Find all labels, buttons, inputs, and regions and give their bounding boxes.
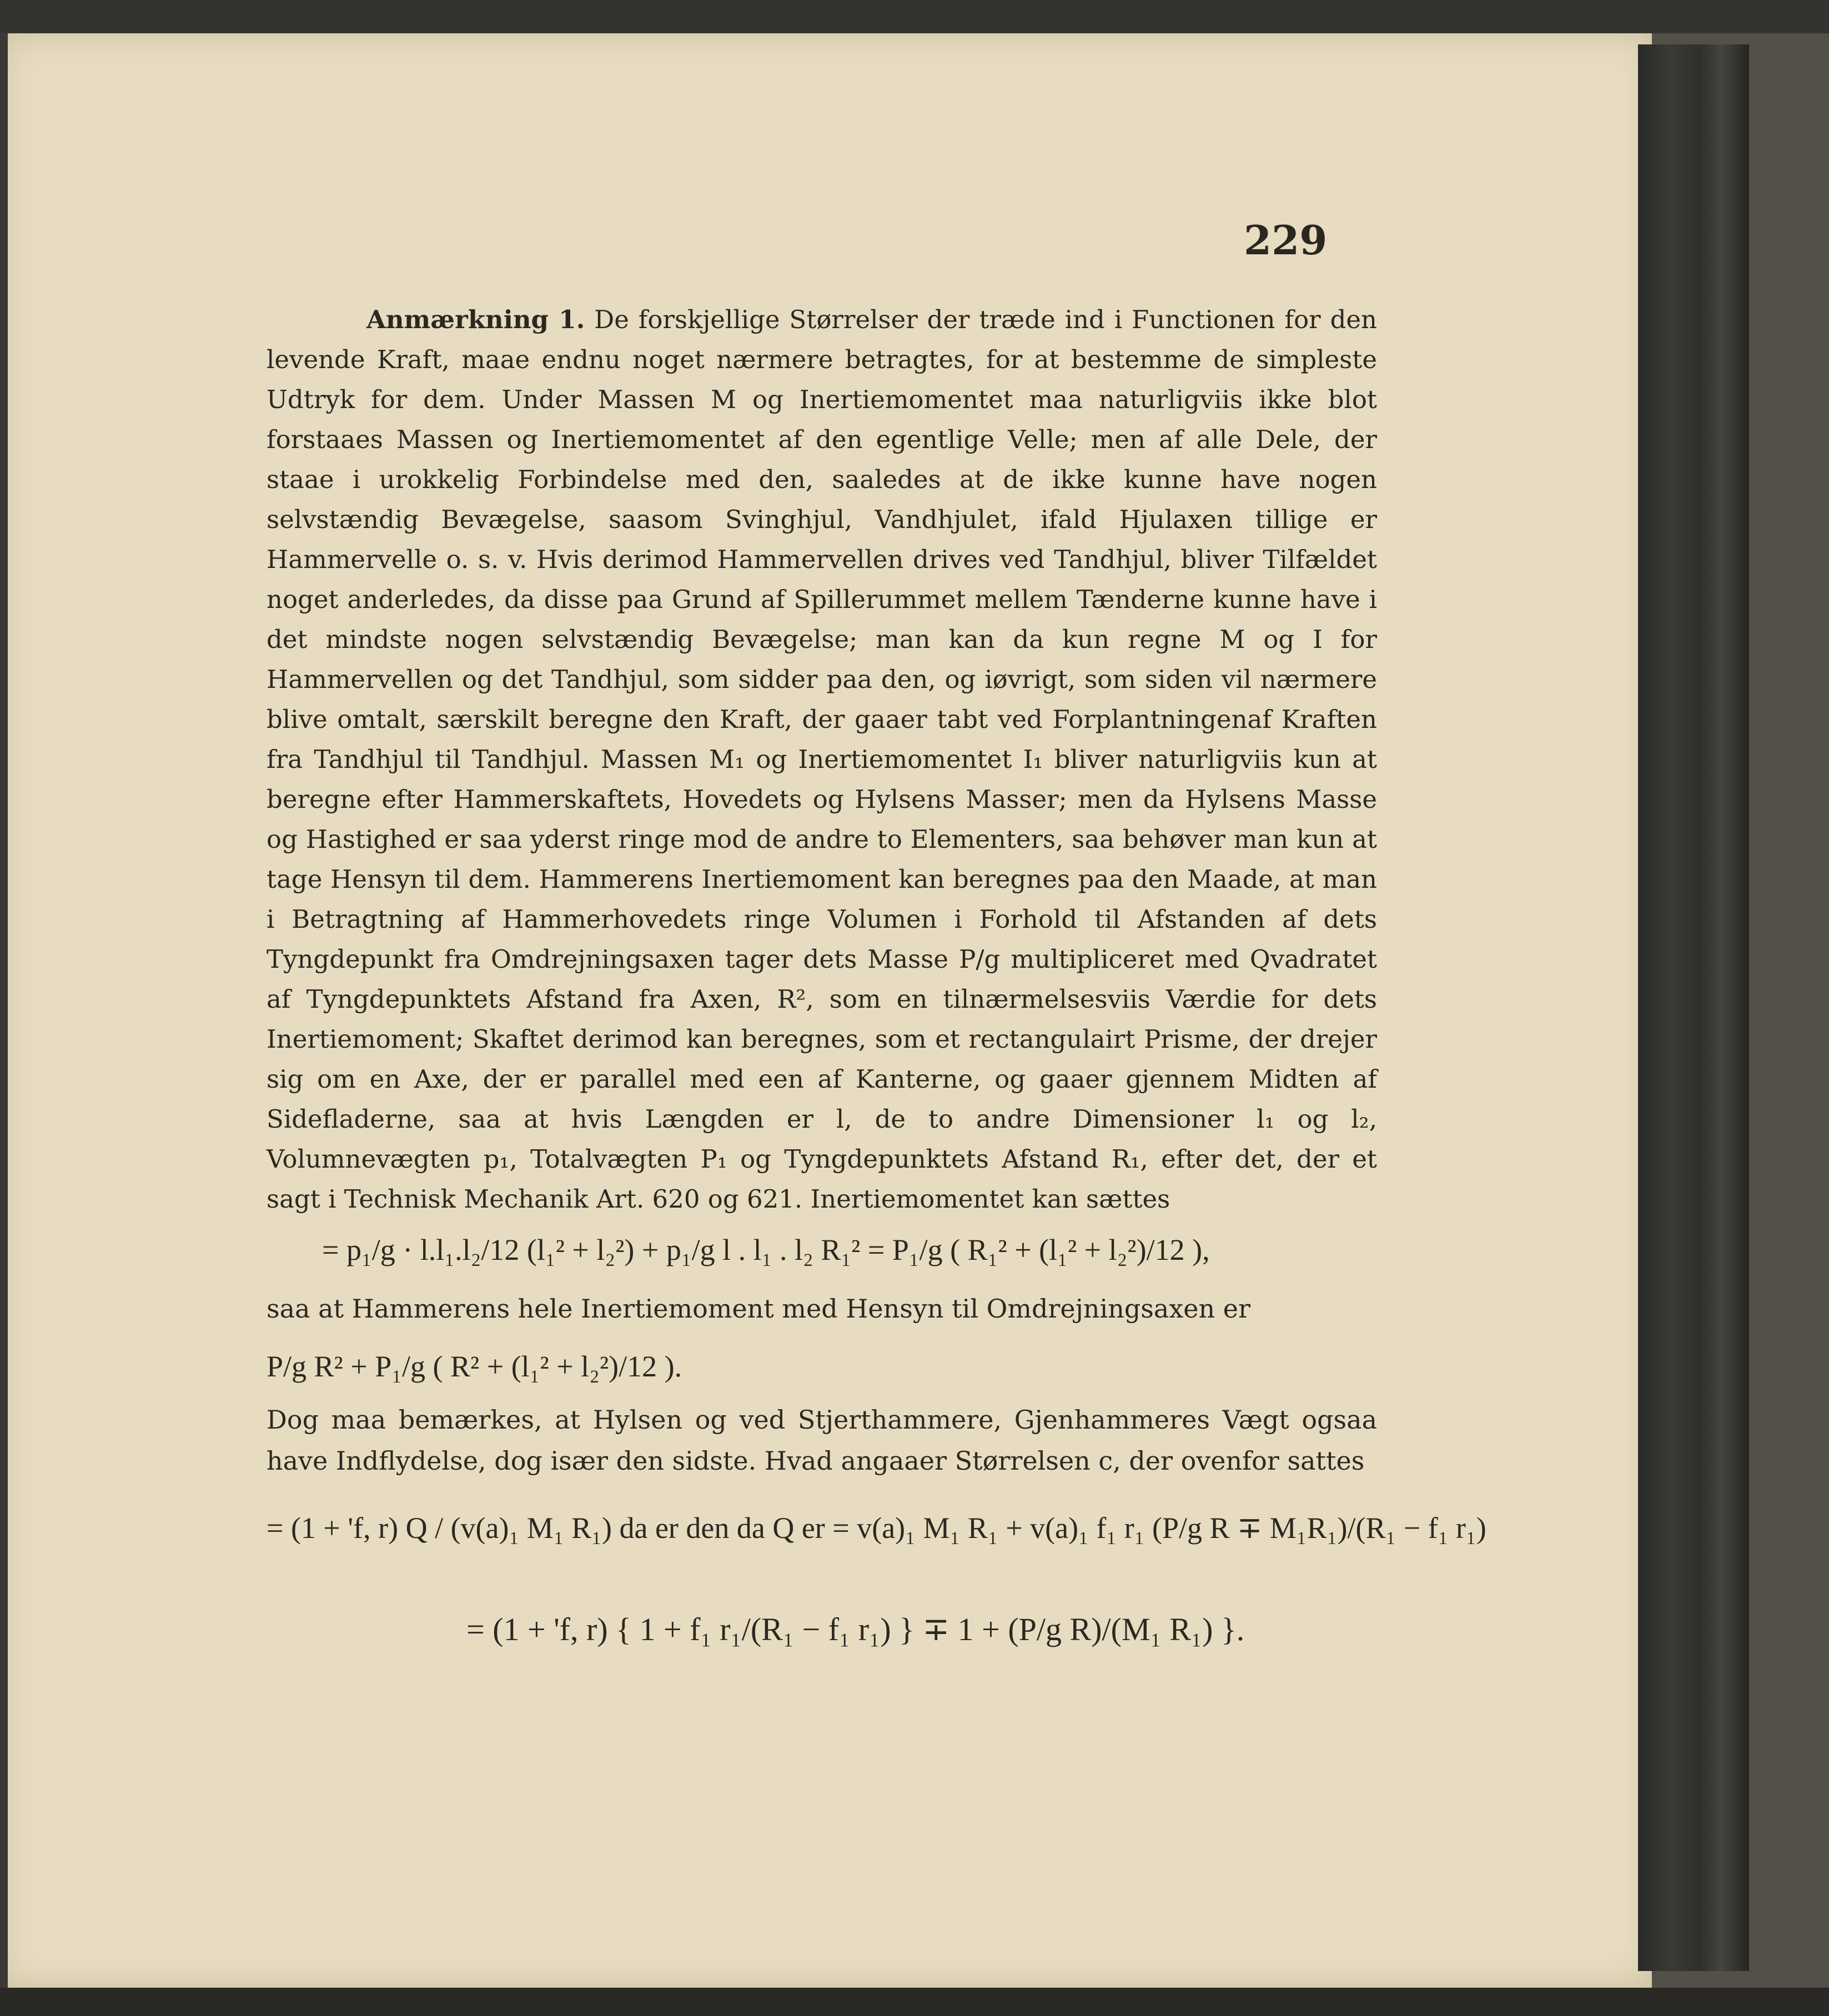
paragraph-text: De forskjellige Størrelser der træde ind i Functionen for den levende Kraft, maae endnu noget nærmere betragtes, for at bestemme de simpleste Udtryk for dem. Under Massen M og Inertiemomentet maa naturligviis ikke blot forstaaes Massen og Inertiemomentet af den egentlige Velle; men af alle Dele, der staae i urokkelig Forbindelse med den, saaledes at de ikke kunne have nogen selvstændig Bevægelse, saasom Svinghjul, Vandhjulet, ifald Hjulaxen tillige er Hammervelle o. s. v. Hvis derimod Hammervellen drives ved Tandhjul, bliver Tilfældet noget anderledes, da disse paa Grund af Spillerummet mellem Tænderne kunne have i det mindste nogen selvstændig Bevægelse; man kan da kun regne M og I for Hammervellen og det Tandhjul, som sidder paa den, og iøvrigt, som siden vil nærmere blive omtalt, særskilt beregne den Kraft, der gaaer tabt ved Forplantningenaf Kraften fra Tandhjul til Tandhjul. Massen M₁ og Inertiemomentet I₁ bliver naturligviis kun at beregne efter Hammerskaftets, Hovedets og Hylsens Masser; men da Hylsens Masse og Hastighed er saa yderst ringe mod de andre to Elementers, saa behøver man kun at tage Hensyn til dem. Hammerens Inertiemoment kan beregnes paa den Maade, at man i Betragtning af Hammerhovedets ringe Volumen i Forhold til Afstanden af dets Tyngdepunkt fra Omdrejningsaxen tager dets Masse P/g multipliceret med Qvadratet af Tyngdepunktets Afstand fra Axen, R², som en tilnærmelsesviis Værdie for dets Inertiemoment; Skaftet derimod kan beregnes, som et rectangulairt Prisme, der drejer sig om en Axe, der er parallel med een af Kanterne, og gaaer gjennem Midten af Sidefladerne, saa at hvis Længden er l, de to andre Dimensioner l₁ og l₂, Volumnevægten p₁, Totalvægten P₁ og Tyngdepunktets Afstand R₁, efter det, der et sagt i Technisk Mechanik Art. 620 og 621. Inertiemomentet kan sættes — [267, 305, 1377, 1214]
book-edge — [1638, 44, 1749, 1971]
formula-c-definition: = (1 + 'f, r) Q / (v(a)₁ M₁ R₁) da er den da Q er = v(a)₁ M₁ R₁ + v(a)₁ f₁ r₁ (P/g R ∓ M₁R₁)/(R₁ − f₁ r₁) — [267, 1511, 1486, 1545]
page-gutter — [0, 33, 8, 1988]
main-paragraph — [267, 300, 1377, 1219]
scanner-background-bottom — [0, 1988, 1829, 2016]
formula-hammer-inertia: P/g R² + P₁/g ( R² + (l₁² + l₂²)/12 ). — [267, 1350, 682, 1383]
text-remarks: Dog maa bemærkes, at Hylsen og ved Stjerthammere, Gjenhammeres Vægt ogsaa have Indflydelse, dog især den sidste. Hvad angaaer Størrelsen c, der ovenfor sattes — [267, 1405, 1377, 1476]
page-number: 229 — [1244, 217, 1328, 264]
formula-c-result: = (1 + 'f, r) { 1 + f₁ r₁/(R₁ − f₁ r₁) } ∓ 1 + (P/g R)/(M₁ R₁) }. — [466, 1611, 1245, 1647]
section-heading: Anmærkning 1. — [366, 305, 585, 334]
formula-inertia-shaft: = p₁/g · l.l₁.l₂/12 (l₁² + l₂²) + p₁/g l . l₁ . l₂ R₁² = P₁/g ( R₁² + (l₁² + l₂²)/12 ), — [322, 1233, 1210, 1266]
text-hammer-inertia: saa at Hammerens hele Inertiemoment med Hensyn til Omdrejningsaxen er — [267, 1294, 1250, 1324]
scanner-background-top — [0, 0, 1829, 33]
